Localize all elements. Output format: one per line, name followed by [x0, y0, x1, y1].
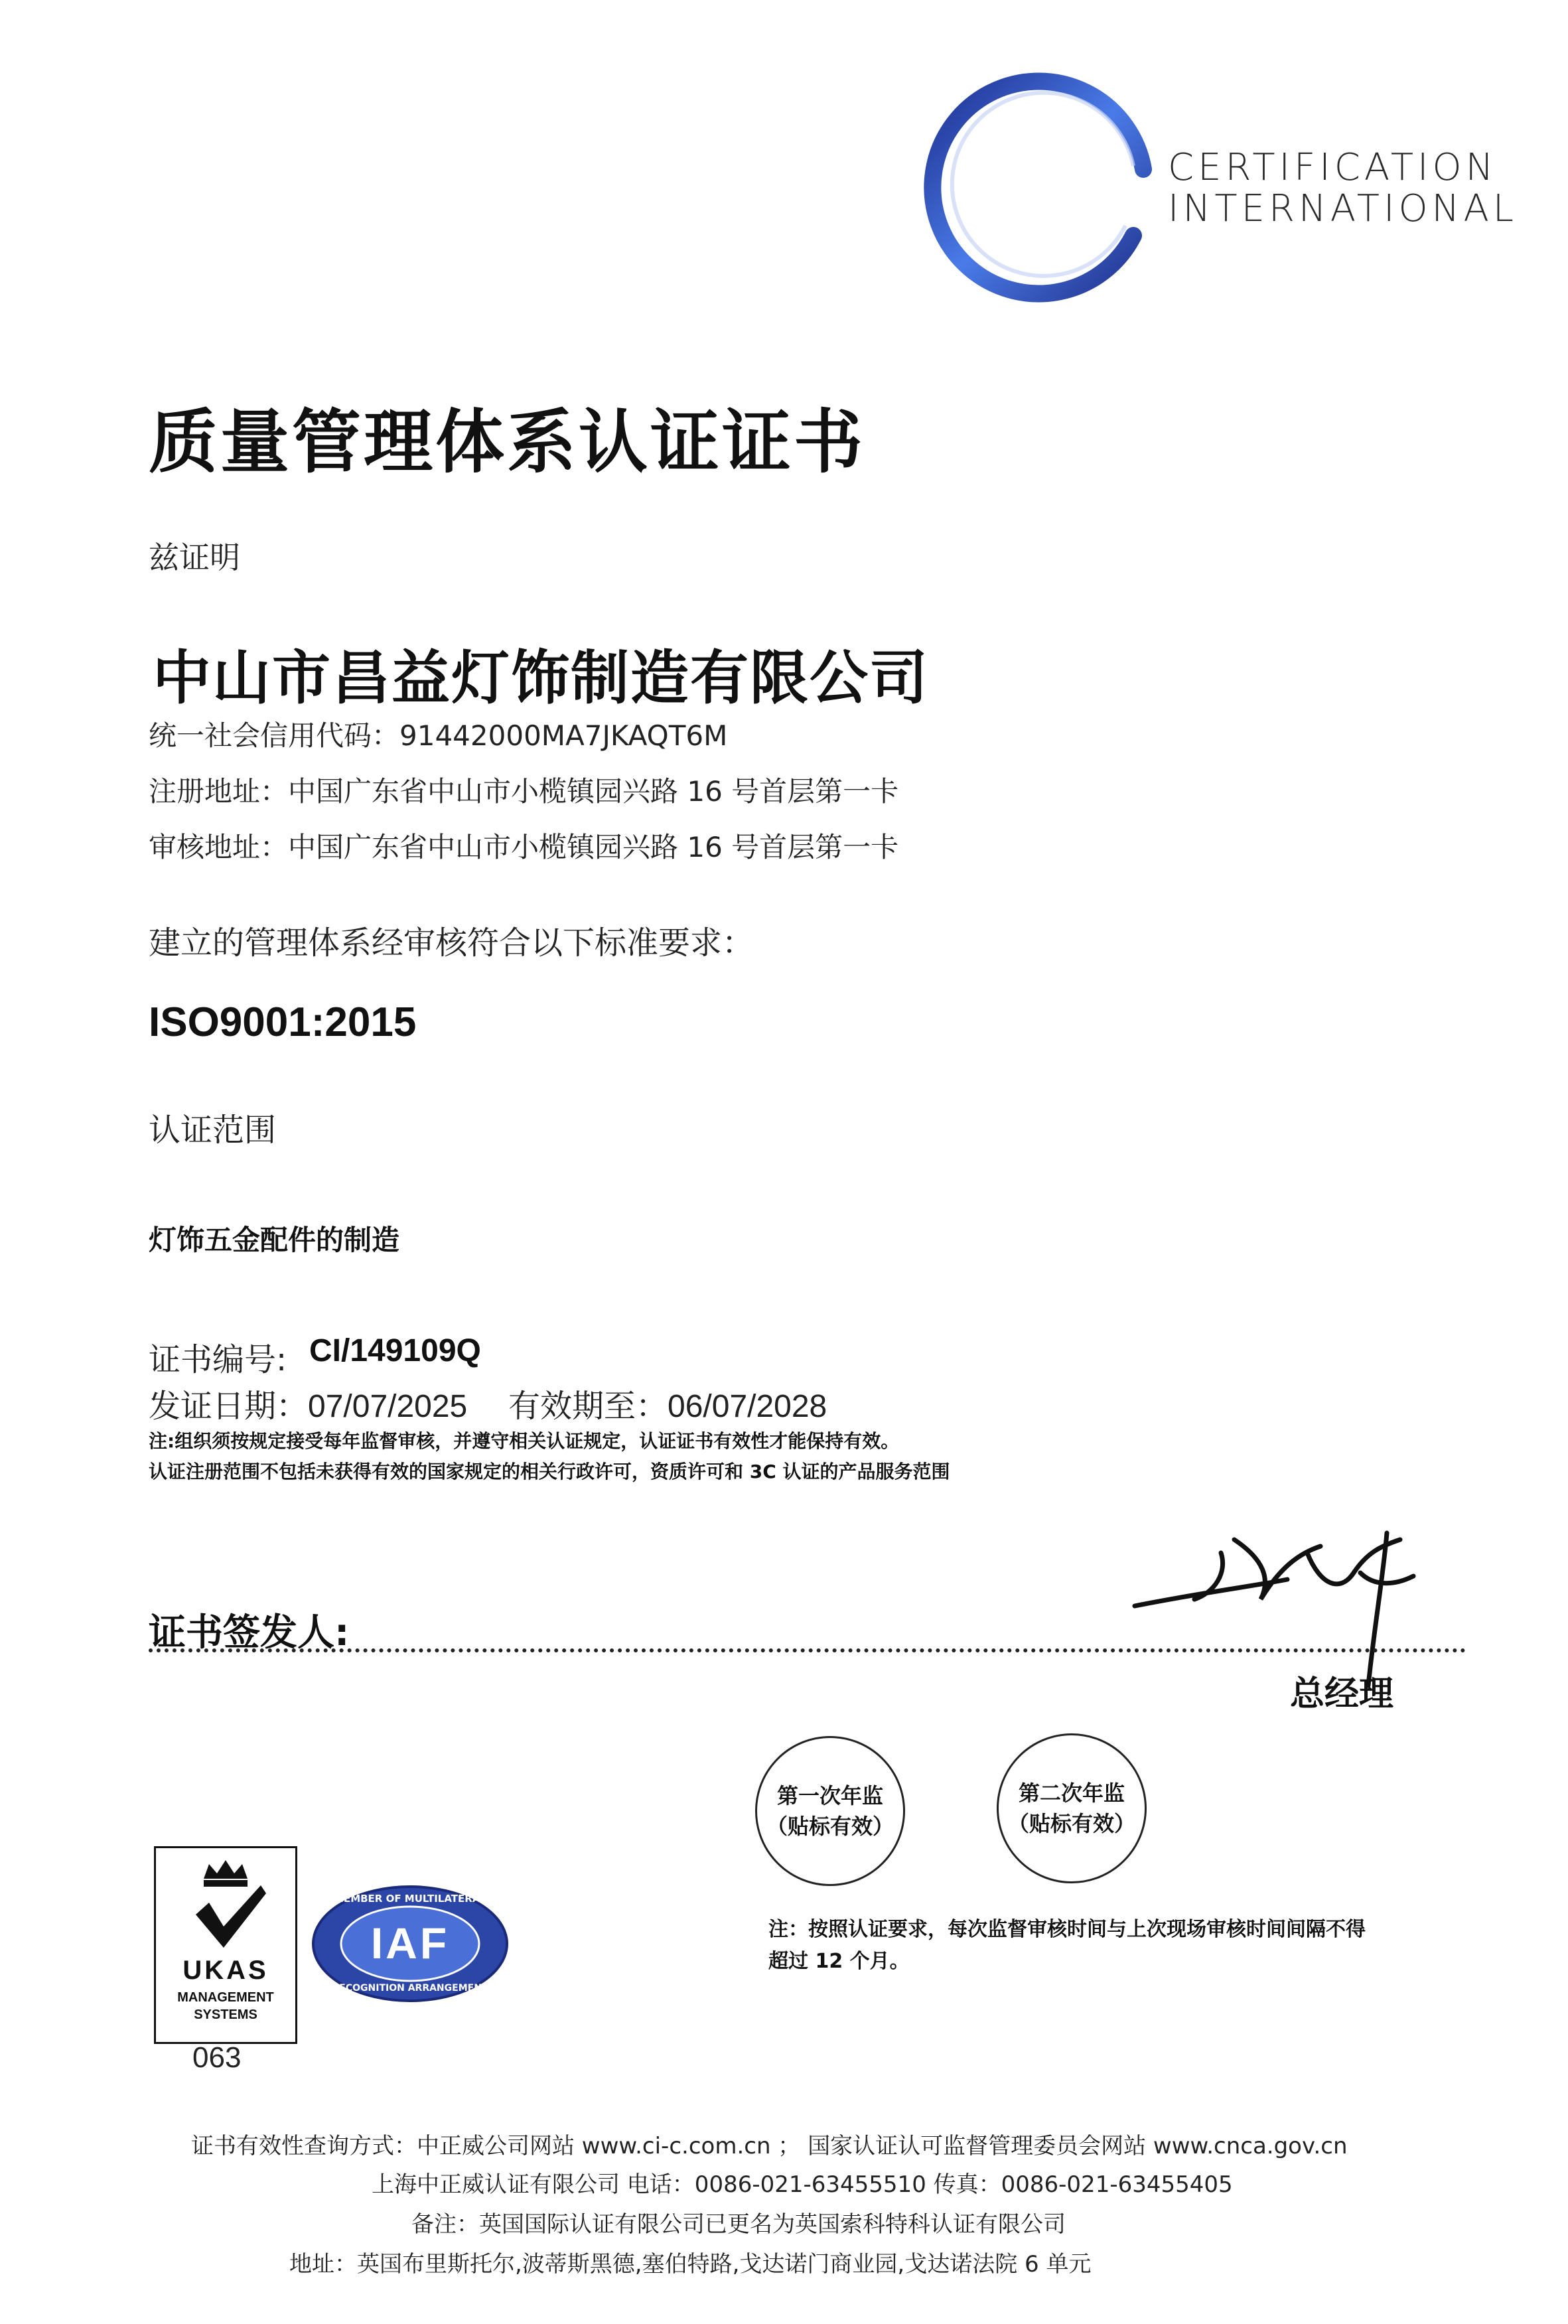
ukas-text: UKAS: [182, 1956, 269, 1985]
ukas-number: 063: [192, 2041, 242, 2074]
issue-date-line: [149, 1380, 467, 1426]
footer-verification: 证书有效性查询方式：中正威公司网站 www.ci-c.com.cn ； 国家认证认可监督管理委员会网站 www.cnca.gov.cn: [191, 2133, 1348, 2159]
ukas-sub-2: SYSTEMS: [194, 2007, 257, 2022]
standard-intro: 建立的管理体系经审核符合以下标准要求：: [149, 924, 754, 962]
validity-note-2: 认证注册范围不包括未获得有效的国家规定的相关行政许可，资质许可和 3C 认证的产品服务范围: [149, 1461, 950, 1483]
iaf-text: IAF: [370, 1919, 450, 1968]
surveillance-note-2: 超过 12 个月。: [768, 1950, 910, 1973]
issue-date-label: 发证日期：: [149, 1388, 309, 1425]
brand-line-1: CERTIFICATION: [1168, 146, 1498, 189]
footer-remark: 备注：英国国际认证有限公司已更名为英国索科特科认证有限公司: [411, 2211, 1066, 2238]
second-stamp-line-2: （贴标有效）: [1007, 1811, 1135, 1836]
issuer-label: 证书签发人:: [149, 1611, 350, 1654]
first-stamp-line-2: （贴标有效）: [766, 1814, 894, 1839]
company-name: 中山市昌益灯饰制造有限公司: [153, 644, 930, 712]
crown-check-icon: [156, 1848, 295, 1954]
brand-ring-icon: [914, 66, 1193, 305]
scope-label: 认证范围: [149, 1112, 277, 1149]
iaf-ring-bottom: RECOGNITION ARRANGEMENT: [332, 1983, 488, 1994]
surveillance-note-1: 注：按照认证要求，每次监督审核时间与上次现场审核时间间隔不得: [768, 1918, 1366, 1941]
certificate-number: CI/149109Q: [309, 1333, 481, 1368]
registered-address-value: 中国广东省中山市小榄镇园兴路 16 号首层第一卡: [288, 775, 899, 808]
audit-address-line: [149, 826, 898, 865]
iaf-logo: [311, 1885, 510, 2003]
iaf-ring-top: MEMBER OF MULTILATERAL: [334, 1893, 486, 1905]
credit-code-value: 91442000MA7JKAQT6M: [399, 719, 728, 752]
credit-code-line: [149, 714, 727, 754]
credit-code-label: 统一社会信用代码：: [149, 719, 400, 752]
scope-value: 灯饰五金配件的制造: [149, 1224, 400, 1256]
certificate-number-label: 证书编号:: [149, 1341, 287, 1378]
signatory-title: 总经理: [1290, 1674, 1394, 1714]
footer-contact: 上海中正威认证有限公司 电话：0086-021-63455510 传真：0086-021-63455405: [372, 2171, 1233, 2198]
expiry-date: 06/07/2028: [668, 1389, 827, 1424]
first-surveillance-stamp: [755, 1736, 905, 1886]
audit-address-value: 中国广东省中山市小榄镇园兴路 16 号首层第一卡: [288, 831, 899, 863]
ukas-accreditation-mark: [154, 1846, 297, 2044]
brand-name: [1168, 147, 1518, 230]
registered-address-label: 注册地址：: [149, 775, 289, 808]
signature-icon: [1121, 1513, 1453, 1699]
footer-address: 地址：英国布里斯托尔,波蒂斯黑德,塞伯特路,戈达诺门商业园,戈达诺法院 6 单元: [289, 2251, 1092, 2278]
certification-international-logo: [914, 66, 1193, 305]
audit-address-label: 审核地址：: [149, 831, 289, 863]
certificate-title: 质量管理体系认证证书: [149, 401, 866, 482]
validity-note-1: 注:组织须按规定接受每年监督审核，并遵守相关认证规定，认证证书有效性才能保持有效。: [149, 1430, 900, 1452]
second-surveillance-stamp: [997, 1733, 1147, 1883]
ukas-sub-1: MANAGEMENT: [177, 1990, 274, 2005]
brand-line-2: INTERNATIONAL: [1168, 187, 1518, 230]
expiry-date-line: [508, 1380, 827, 1426]
standard-code: ISO9001:2015: [149, 999, 417, 1045]
registered-address-line: [149, 770, 898, 810]
issue-date: 07/07/2025: [308, 1389, 468, 1424]
signature-divider: [149, 1648, 1466, 1652]
certify-text: 兹证明: [149, 540, 240, 575]
expiry-label: 有效期至：: [508, 1388, 668, 1425]
first-stamp-line-1: 第一次年监: [776, 1783, 883, 1808]
second-stamp-line-1: 第二次年监: [1018, 1780, 1125, 1806]
